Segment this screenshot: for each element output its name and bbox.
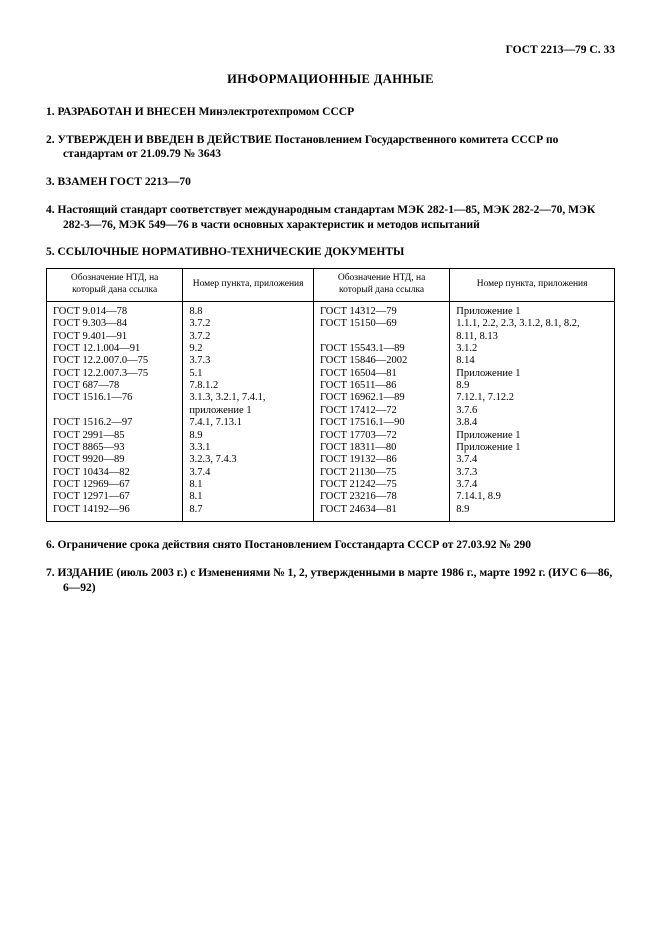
ref-cell: 7.4.1, 7.13.1 <box>183 417 314 429</box>
table-row <box>47 491 615 503</box>
ref-cell: 8.1 <box>183 479 314 491</box>
ref-cell: 9.2 <box>183 343 314 355</box>
ref-cell: приложение 1 <box>183 405 314 417</box>
ref-cell: 8.8 <box>183 301 314 318</box>
ntd-cell: ГОСТ 12.2.007.0—75 <box>47 355 183 367</box>
ref-cell: 3.8.4 <box>450 417 615 429</box>
ntd-cell: ГОСТ 8865—93 <box>47 442 183 454</box>
table-row <box>47 343 615 355</box>
ref-cell: 3.3.1 <box>183 442 314 454</box>
ref-cell: Приложение 1 <box>450 430 615 442</box>
paragraph-6 <box>46 538 615 553</box>
paragraph-2-text: УТВЕРЖДЕН И ВВЕДЕН В ДЕЙСТВИЕ Постановлением Государственного комитета СССР по стандартам от 21.09.79 № 3643 <box>57 133 559 161</box>
ntd-cell: ГОСТ 17412—72 <box>313 405 449 417</box>
ref-cell: 3.7.3 <box>450 467 615 479</box>
paragraph-4-text: Настоящий стандарт соответствует международным стандартам МЭК 282-1—85, МЭК 282-2—70, МЭК 282-3—76, МЭК 549—76 в части основных характеристик и методов испытаний <box>57 203 596 231</box>
ntd-cell <box>313 331 449 343</box>
paragraph-6-number: 6. <box>46 539 55 552</box>
table-row <box>47 368 615 380</box>
ref-cell: 3.7.4 <box>450 454 615 466</box>
paragraph-5-text: ССЫЛОЧНЫЕ НОРМАТИВНО-ТЕХНИЧЕСКИЕ ДОКУМЕНТЫ <box>57 246 405 259</box>
table-header-ntd-right: Обозначение НТД, на который дана ссылка <box>313 269 449 302</box>
ntd-cell: ГОСТ 1516.2—97 <box>47 417 183 429</box>
ref-cell: 7.14.1, 8.9 <box>450 491 615 503</box>
ntd-cell: ГОСТ 9.401—91 <box>47 331 183 343</box>
table-row <box>47 405 615 417</box>
ntd-cell: ГОСТ 12.2.007.3—75 <box>47 368 183 380</box>
table-row <box>47 318 615 330</box>
ref-cell: 3.7.3 <box>183 355 314 367</box>
paragraph-1-text: РАЗРАБОТАН И ВНЕСЕН Минэлектротехпромом СССР <box>57 106 355 118</box>
ntd-cell <box>47 405 183 417</box>
table-row <box>47 380 615 392</box>
ntd-cell: ГОСТ 9920—89 <box>47 454 183 466</box>
ntd-cell: ГОСТ 15543.1—89 <box>313 343 449 355</box>
ref-cell: 8.1 <box>183 491 314 503</box>
ntd-cell: ГОСТ 16962.1—89 <box>313 392 449 404</box>
ntd-cell: ГОСТ 24634—81 <box>313 504 449 522</box>
doc-reference: ГОСТ 2213—79 С. 33 <box>505 44 615 56</box>
table-row <box>47 417 615 429</box>
ntd-cell: ГОСТ 10434—82 <box>47 467 183 479</box>
paragraph-5-number: 5. <box>46 246 55 259</box>
page-title: ИНФОРМАЦИОННЫЕ ДАННЫЕ <box>227 72 434 86</box>
ntd-cell: ГОСТ 21242—75 <box>313 479 449 491</box>
table-header-row <box>47 269 615 302</box>
table-row <box>47 504 615 522</box>
paragraph-4-number: 4. <box>46 203 55 216</box>
ntd-cell: ГОСТ 15846—2002 <box>313 355 449 367</box>
reference-documents-table <box>46 268 615 522</box>
ref-cell: 3.2.3, 7.4.3 <box>183 454 314 466</box>
ntd-cell: ГОСТ 14312—79 <box>313 301 449 318</box>
ref-cell: 8.9 <box>450 380 615 392</box>
paragraph-3-text: ВЗАМЕН ГОСТ 2213—70 <box>57 176 191 189</box>
ntd-cell: ГОСТ 9.303—84 <box>47 318 183 330</box>
ref-cell: 1.1.1, 2.2, 2.3, 3.1.2, 8.1, 8.2, <box>450 318 615 330</box>
ntd-cell: ГОСТ 16504—81 <box>313 368 449 380</box>
ref-cell: Приложение 1 <box>450 368 615 380</box>
table-row <box>47 355 615 367</box>
ref-cell: 8.14 <box>450 355 615 367</box>
ref-cell: 3.7.2 <box>183 318 314 330</box>
ntd-cell: ГОСТ 15150—69 <box>313 318 449 330</box>
ref-cell: 3.7.2 <box>183 331 314 343</box>
table-row <box>47 430 615 442</box>
paragraph-1-number: 1. <box>46 106 55 118</box>
table-row <box>47 331 615 343</box>
paragraph-2-number: 2. <box>46 133 55 146</box>
ref-cell: 8.11, 8.13 <box>450 331 615 343</box>
ref-cell: Приложение 1 <box>450 301 615 318</box>
ntd-cell: ГОСТ 2991—85 <box>47 430 183 442</box>
paragraph-1 <box>46 105 615 120</box>
ref-cell: 3.7.4 <box>450 479 615 491</box>
table-row <box>47 442 615 454</box>
ref-cell: 7.8.1.2 <box>183 380 314 392</box>
ntd-cell: ГОСТ 12.1.004—91 <box>47 343 183 355</box>
ntd-cell: ГОСТ 17516.1—90 <box>313 417 449 429</box>
ref-cell: 5.1 <box>183 368 314 380</box>
ref-cell: 8.7 <box>183 504 314 522</box>
table-row <box>47 479 615 491</box>
paragraph-6-text: Ограничение срока действия снято Постановлением Госстандарта СССР от 27.03.92 № 290 <box>57 539 532 552</box>
ref-cell: 7.12.1, 7.12.2 <box>450 392 615 404</box>
paragraph-5-section-heading <box>46 245 615 260</box>
ntd-cell: ГОСТ 12969—67 <box>47 479 183 491</box>
ref-cell: Приложение 1 <box>450 442 615 454</box>
paragraph-7-number: 7. <box>46 566 55 579</box>
paragraph-7-text: ИЗДАНИЕ (июль 2003 г.) с Изменениями № 1, 2, утвержденными в марте 1986 г., марте 1992 г. (ИУС 6—86, 6—92) <box>57 566 613 594</box>
table-row <box>47 301 615 318</box>
table-row <box>47 467 615 479</box>
paragraph-2 <box>46 133 615 162</box>
ntd-cell: ГОСТ 1516.1—76 <box>47 392 183 404</box>
reference-table-body <box>47 301 615 521</box>
ntd-cell: ГОСТ 12971—67 <box>47 491 183 503</box>
table-header-ntd-left: Обозначение НТД, на который дана ссылка <box>47 269 183 302</box>
paragraph-3 <box>46 175 615 190</box>
ntd-cell: ГОСТ 23216—78 <box>313 491 449 503</box>
ref-cell: 3.7.6 <box>450 405 615 417</box>
ntd-cell: ГОСТ 9.014—78 <box>47 301 183 318</box>
table-header-ref-left: Номер пункта, приложения <box>183 269 314 302</box>
ref-cell: 3.7.4 <box>183 467 314 479</box>
table-row <box>47 454 615 466</box>
reference-table-head <box>47 269 615 302</box>
ntd-cell: ГОСТ 21130—75 <box>313 467 449 479</box>
ntd-cell: ГОСТ 17703—72 <box>313 430 449 442</box>
ntd-cell: ГОСТ 19132—86 <box>313 454 449 466</box>
table-header-ref-right: Номер пункта, приложения <box>450 269 615 302</box>
ref-cell: 3.1.2 <box>450 343 615 355</box>
ref-cell: 8.9 <box>183 430 314 442</box>
ntd-cell: ГОСТ 18311—80 <box>313 442 449 454</box>
ntd-cell: ГОСТ 687—78 <box>47 380 183 392</box>
paragraph-3-number: 3. <box>46 176 55 189</box>
ref-cell: 3.1.3, 3.2.1, 7.4.1, <box>183 392 314 404</box>
ref-cell: 8.9 <box>450 504 615 522</box>
paragraph-4 <box>46 203 615 232</box>
paragraph-7 <box>46 566 615 595</box>
ntd-cell: ГОСТ 16511—86 <box>313 380 449 392</box>
ntd-cell: ГОСТ 14192—96 <box>47 504 183 522</box>
table-row <box>47 392 615 404</box>
